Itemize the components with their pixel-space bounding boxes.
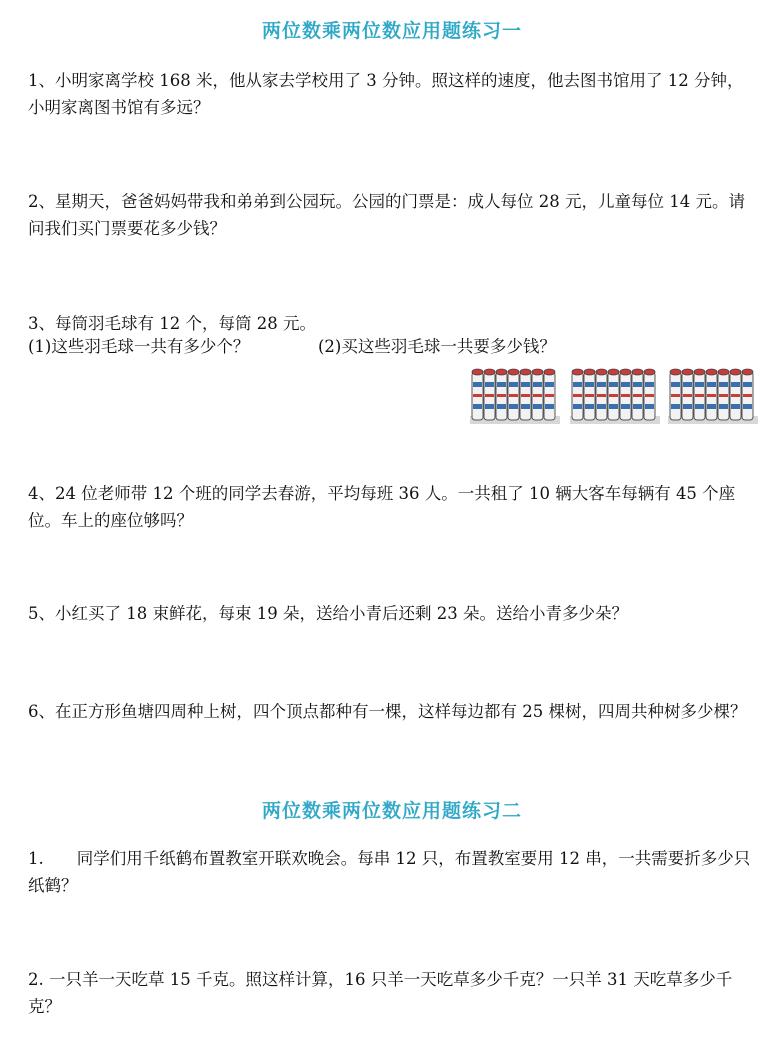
shuttlecock-tube-group-2 bbox=[568, 364, 662, 426]
shuttlecock-tube-group-3 bbox=[666, 364, 760, 426]
question-6: 6、在正方形鱼塘四周种上树，四个顶点都种有一棵，这样每边都有 25 棵树，四周共种树多少棵？ bbox=[28, 702, 747, 721]
shuttlecock-tube-group-1 bbox=[468, 364, 562, 426]
question-3: 3、每筒羽毛球有 12 个，每筒 28 元。 bbox=[28, 314, 316, 333]
question-2: 2、星期天，爸爸妈妈带我和弟弟到公园玩。公园的门票是：成人每位 28 元，儿童每位 14 元。请问我们买门票要花多少钱？ bbox=[28, 192, 745, 238]
worksheet-title-1: 两位数乘两位数应用题练习一 bbox=[261, 20, 522, 42]
question-5: 5、小红买了 18 束鲜花，每束 19 朵，送给小青后还剩 23 朵。送给小青多少朵？ bbox=[28, 604, 628, 623]
question-3-part-2: (2)买这些羽毛球一共要多少钱？ bbox=[318, 337, 556, 356]
question-2-1: 1. 同学们用千纸鹤布置教室开联欢晚会。每串 12 只，布置教室要用 12 串，一共需要折多少只纸鹤？ bbox=[28, 849, 751, 895]
question-1: 1、小明家离学校 168 米，他从家去学校用了 3 分钟。照这样的速度，他去图书馆用了 12 分钟，小明家离图书馆有多远？ bbox=[28, 71, 744, 117]
question-4: 4、24 位老师带 12 个班的同学去春游，平均每班 36 人。一共租了 10 辆大客车每辆有 45 个座位。车上的座位够吗？ bbox=[28, 484, 736, 530]
worksheet-title-2: 两位数乘两位数应用题练习二 bbox=[261, 800, 522, 822]
question-3-part-1: (1)这些羽毛球一共有多少个？ bbox=[28, 337, 250, 356]
question-2-2: 2. 一只羊一天吃草 15 千克。照这样计算，16 只羊一天吃草多少千克？一只羊 31 天吃草多少千克？ bbox=[28, 970, 733, 1016]
